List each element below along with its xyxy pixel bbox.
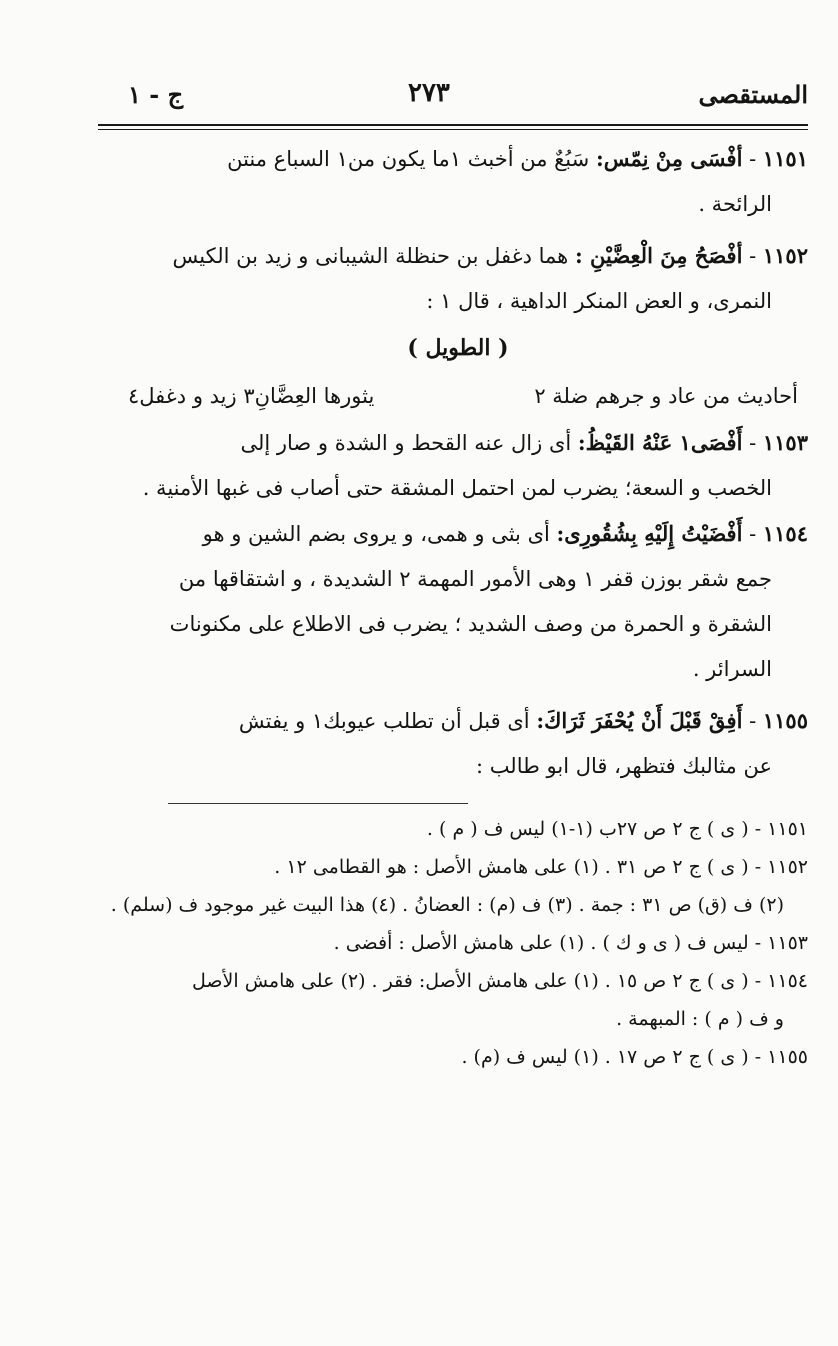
entry-number: ١١٥١ (762, 146, 808, 171)
book-title: المستقصى (698, 80, 808, 109)
entry-1154: ١١٥٤ - أَفْضَيْتُ إِلَيْهِ بِشُقُورِى: أى بثى و همى، و يروى بضم الشين و هو جمع شقر بوزن قفر ١ وهى الأمور المهمة ٢ الشديدة ، و اشتقاقها من الشقرة و الحمرة من وصف الشديد ؛ يضرب فى الاطلاع على مكنونات السرائر . (108, 511, 808, 692)
entry-text: أى زال عنه القحط و الشدة و صار إلى (240, 431, 572, 455)
entry-number: ١١٥٣ (762, 430, 808, 455)
page (108, 76, 808, 1076)
hemistich-left: يثورها العِضَّانِ٣ زيد و دغفل٤ (128, 384, 375, 408)
entry-number: ١١٥٢ (762, 243, 808, 268)
entry-headword: أَفْصَى١ عَنْهُ القَيْظُ: (577, 430, 743, 455)
entry-continuation: الرائحة . (698, 192, 772, 216)
footnote-line: و ف ( م ) : المبهمة . (616, 1008, 784, 1030)
footnotes (108, 810, 808, 1076)
entry-headword: أفْصَحُ مِنَ الْعِضَّيْنِ : (574, 243, 743, 268)
entry-text: أى قبل أن تطلب عيوبك١ و يفتش (238, 709, 530, 733)
poem-meter: ( الطويل ) (407, 335, 509, 361)
entry-text: سَبُعٌ من أخبث ١ما يكون من١ السباع منتن (227, 147, 590, 171)
entry-1152: ١١٥٢ - أفْصَحُ مِنَ الْعِضَّيْنِ : هما دغفل بن حنظلة الشيبانى و زيد بن الكيس النمرى، و العض المنكر الداهية ، قال ١ : (108, 233, 808, 324)
entry-1155: ١١٥٥ - أَفِقْ قَبْلَ أَنْ يُحْفَرَ ثَرَاكَ: أى قبل أن تطلب عيوبك١ و يفتش عن مثالبك فتظهر، قال ابو طالب : (108, 698, 808, 789)
footnote-rule (168, 803, 468, 804)
entry-headword: أَفِقْ قَبْلَ أَنْ يُحْفَرَ ثَرَاكَ: (536, 708, 743, 733)
entry-continuation: الخصب و السعة؛ يضرب لمن احتمل المشقة حتى أصاب فى غبها الأمنية . (142, 476, 772, 500)
footnote-line: ١١٥٢ - ( ى ) ج ٢ ص ٣١ . (١) على هامش الأصل : هو القطامى ١٢ . (274, 856, 808, 878)
footnote-line: ١١٥٣ - ليس ف ( ى و ك ) . (١) على هامش الأصل : أفضى . (333, 932, 808, 954)
entry-continuation: النمرى، و العض المنكر الداهية ، قال ١ : (426, 289, 772, 313)
volume-label: ج - ١ (128, 80, 184, 109)
entry-number: ١١٥٥ (762, 708, 808, 733)
hemistich-right: أحاديث من عاد و جرهم ضلة ٢ (534, 384, 798, 408)
poem-verse (108, 372, 808, 420)
entry-continuation: عن مثالبك فتظهر، قال ابو طالب : (475, 754, 772, 778)
entry-text: أى بثى و همى، و يروى بضم الشين و هو (202, 522, 550, 546)
entry-continuation: السرائر . (692, 657, 772, 681)
entry-text: هما دغفل بن حنظلة الشيبانى و زيد بن الكيس (172, 244, 569, 268)
entry-1151: ١١٥١ - أفْسَى مِنْ نِمّس: سَبُعٌ من أخبث ١ما يكون من١ السباع منتن الرائحة . (108, 136, 808, 227)
entry-headword: أَفْضَيْتُ إِلَيْهِ بِشُقُورِى: (556, 521, 743, 546)
entry-headword: أفْسَى مِنْ نِمّس: (595, 146, 743, 171)
page-number: ٢٧٣ (408, 78, 450, 108)
entry-1153: ١١٥٣ - أَفْصَى١ عَنْهُ القَيْظُ: أى زال عنه القحط و الشدة و صار إلى الخصب و السعة؛ يضرب لمن احتمل المشقة حتى أصاب فى غبها الأمنية . (108, 420, 808, 511)
footnote-line: ١١٥١ - ( ى ) ج ٢ ص ٢٧ب (١-١) ليس ف ( م ) . (426, 818, 808, 840)
page-header (108, 76, 808, 120)
footnote-line: (٢) ف (ق) ص ٣١ : جمة . (٣) ف (م) : العضانُ . (٤) هذا البيت غير موجود ف (سلم) . (110, 894, 784, 916)
footnote-line: ١١٥٥ - ( ى ) ج ٢ ص ١٧ . (١) ليس ف (م) . (461, 1046, 808, 1068)
entry-continuation: جمع شقر بوزن قفر ١ وهى الأمور المهمة ٢ الشديدة ، و اشتقاقها من (178, 567, 772, 591)
entry-continuation: الشقرة و الحمرة من وصف الشديد ؛ يضرب فى الاطلاع على مكنونات (169, 612, 772, 636)
footnote-line: ١١٥٤ - ( ى ) ج ٢ ص ١٥ . (١) على هامش الأصل: فقر . (٢) على هامش الأصل (192, 970, 808, 992)
entry-number: ١١٥٤ (762, 521, 808, 546)
